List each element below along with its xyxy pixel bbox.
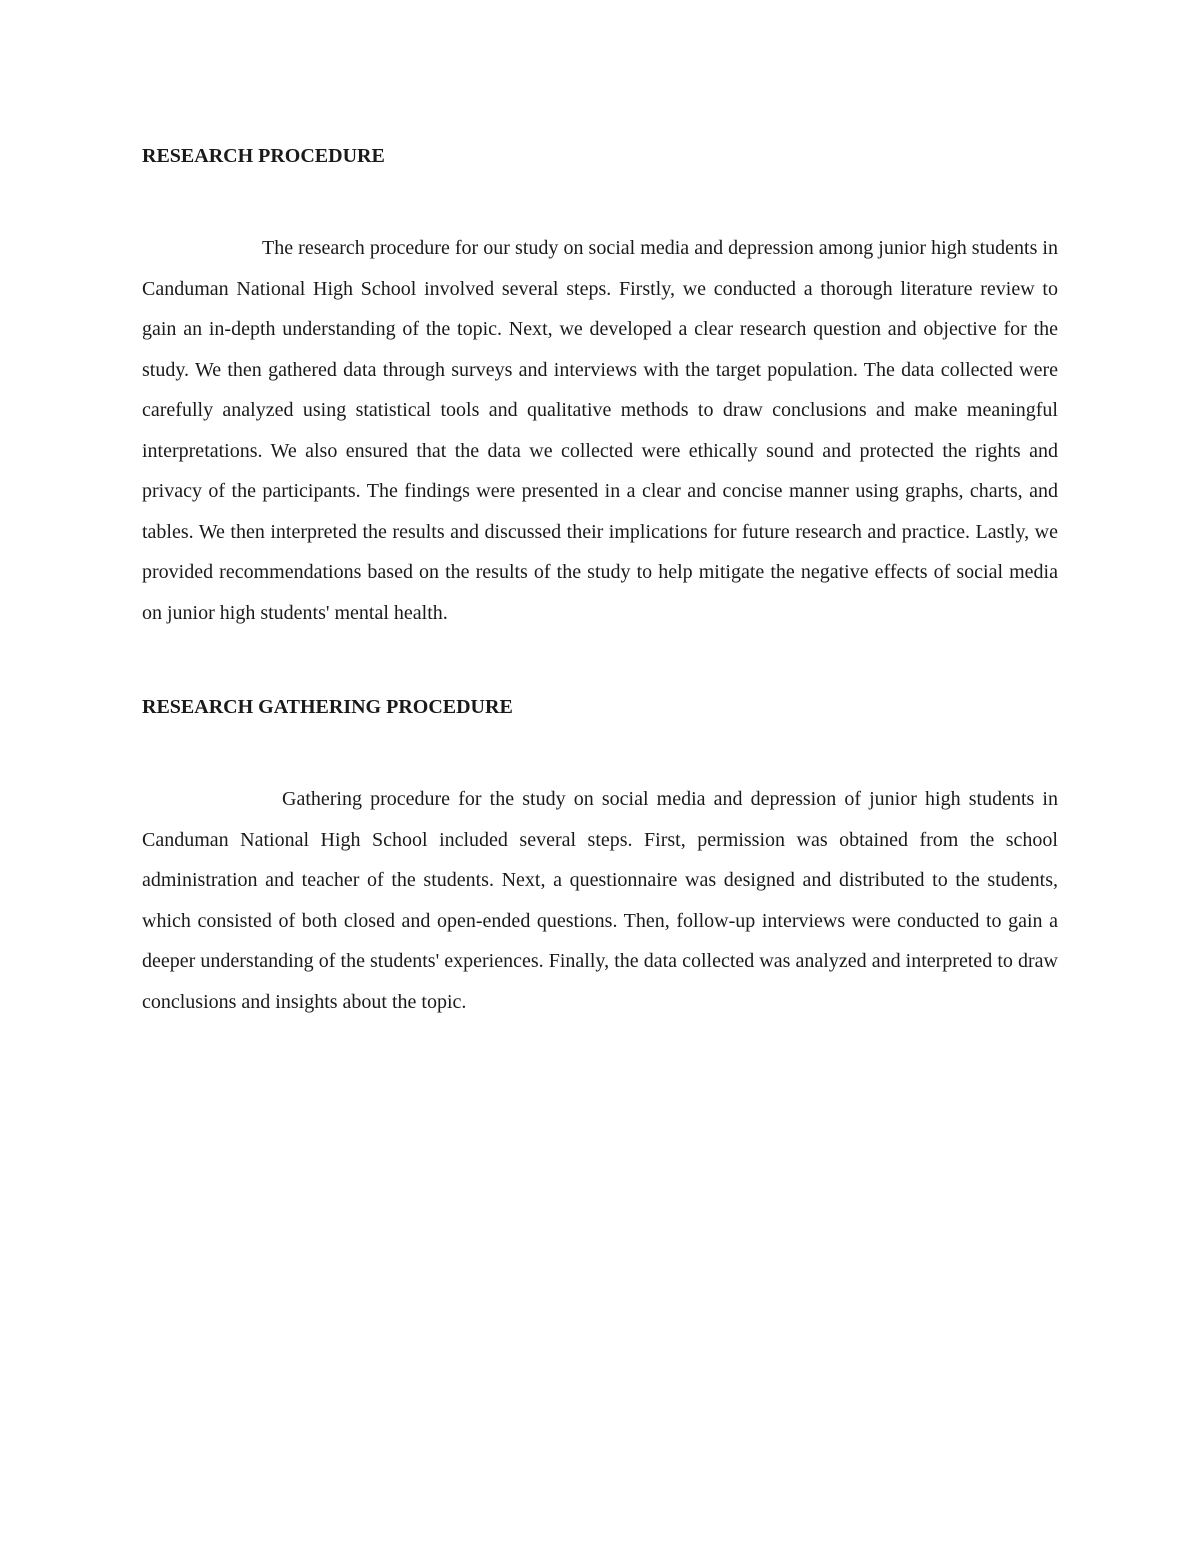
document-content <box>142 140 1058 1022</box>
section-heading-research-gathering-procedure: RESEARCH GATHERING PROCEDURE <box>142 696 513 718</box>
section-paragraph-research-procedure: The research procedure for our study on social media and depression among junior high students in Canduman National High School involved several steps. Firstly, we conducted a thorough literature review to gain an in-depth understanding of the topic. Next, we developed a clear research question and objective for the study. We then gathered data through surveys and interviews with the target population. The data collected were carefully analyzed using statistical tools and qualitative methods to draw conclusions and make meaningful interpretations. We also ensured that the data we collected were ethically sound and protected the rights and privacy of the participants. The findings were presented in a clear and concise manner using graphs, charts, and tables. We then interpreted the results and discussed their implications for future research and practice. Lastly, we provided recommendations based on the results of the study to help mitigate the negative effects of social media on junior high students' mental health. <box>142 237 1058 624</box>
section-paragraph-research-gathering-procedure: Gathering procedure for the study on social media and depression of junior high students in Canduman National High School included several steps. First, permission was obtained from the school administration and teacher of the students. Next, a questionnaire was designed and distributed to the students, which consisted of both closed and open-ended questions. Then, follow-up interviews were conducted to gain a deeper understanding of the students' experiences. Finally, the data collected was analyzed and interpreted to draw conclusions and insights about the topic. <box>142 788 1058 1013</box>
section-heading-research-procedure: RESEARCH PROCEDURE <box>142 145 385 167</box>
